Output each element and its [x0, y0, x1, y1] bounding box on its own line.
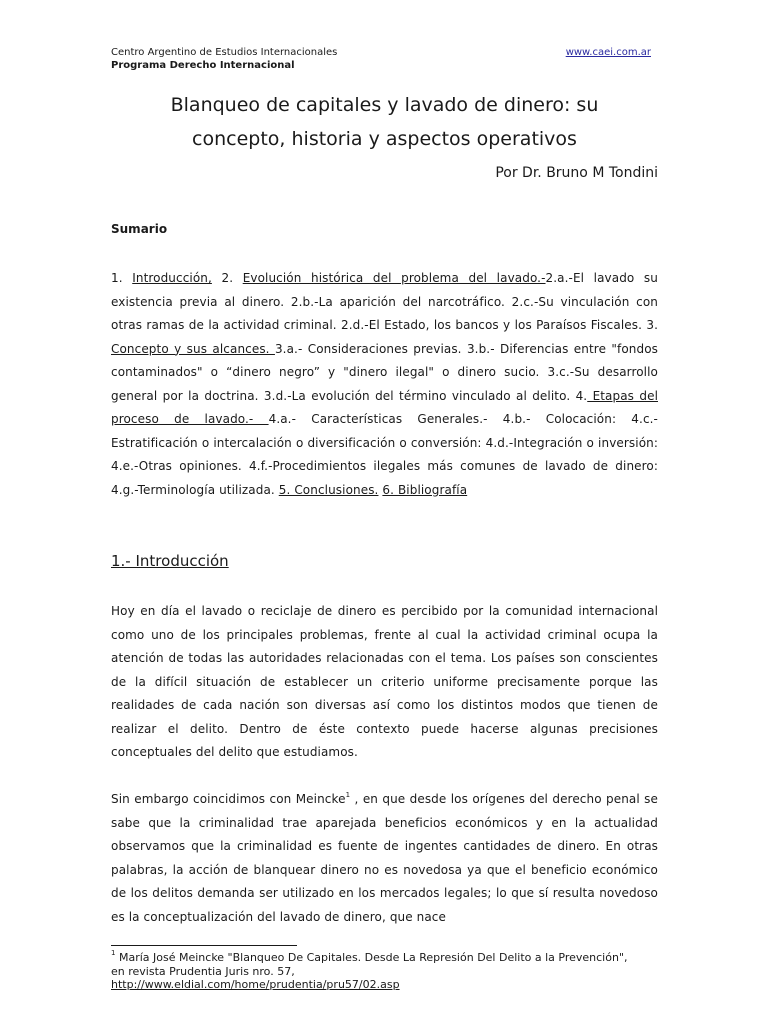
section-heading-introduccion: 1.- Introducción	[111, 552, 229, 570]
toc-link-etapas[interactable]: Etapas del proceso de lavado.-	[111, 388, 658, 426]
author-byline: Por Dr. Bruno M Tondini	[495, 165, 658, 181]
header-organization: Centro Argentino de Estudios Internacionales	[111, 47, 338, 58]
sumario-text: 3.a.- Consideraciones previas. 3.b.- Diferencias entre "fondos contaminados" o “dinero negro” y "dinero ilegal" o dinero sucio. 3.c.-Su desarrollo general por la doctrina. 3.d.-La evolución del término vinculado al delito. 4.	[111, 341, 658, 403]
toc-link-bibliografia[interactable]: 6. Bibliografía	[382, 482, 468, 497]
sumario-heading: Sumario	[111, 222, 168, 236]
toc-link-conclusiones[interactable]: 5. Conclusiones.	[278, 482, 379, 497]
header-website-link[interactable]: www.caei.com.ar	[565, 47, 651, 58]
title-line-2: concepto, historia y aspectos operativos	[192, 128, 577, 150]
sumario-text: 2.	[211, 271, 243, 285]
toc-link-concepto[interactable]: Concepto y sus alcances.	[111, 341, 275, 356]
footnote-url-link[interactable]: http://www.eldial.com/home/prudentia/pru57/02.asp	[111, 978, 400, 991]
sumario-text: 1.	[111, 271, 133, 285]
sumario-text: 2.a.-El lavado su existencia previa al dinero. 2.b.-La aparición del narcotráfico. 2.c.-Su vinculación con otras ramas de la actividad criminal. 2.d.-El Estado, los bancos y los Paraísos Fiscales. 3.	[111, 271, 658, 332]
title-line-1: Blanqueo de capitales y lavado de dinero: su	[170, 94, 599, 116]
toc-link-evolucion[interactable]: Evolución histórica del problema del lavado.-	[242, 271, 546, 285]
intro-paragraph-1: Hoy en día el lavado o reciclaje de dinero es percibido por la comunidad internacional como uno de los principales problemas, frente al cual la actividad criminal ocupa la atención de todas las autoridades relacionadas con el tema. Los países son conscientes de la difícil situación de establecer un criterio uniforme precisamente porque las realidades de cada nación son diversas así como los distintos modos que tienen de realizar el delito. Dentro de éste contexto puede hacerse algunas precisiones conceptuales del delito que estudiamos.	[111, 604, 658, 759]
sumario-paragraph	[111, 267, 658, 502]
document-title	[111, 88, 658, 156]
paragraph-text: Sin embargo coincidimos con Meincke	[111, 792, 346, 806]
footnote-text: María José Meincke "Blanqueo De Capitales. Desde La Represión Del Delito a la Prevención", en revista Prudentia Juris nro. 57,	[111, 951, 628, 978]
intro-paragraph-2	[111, 788, 658, 929]
footnote	[111, 951, 631, 992]
header-program: Programa Derecho Internacional	[111, 60, 295, 71]
page-header	[111, 46, 651, 72]
toc-link-introduccion[interactable]: Introducción,	[132, 271, 212, 285]
sumario-text: 4.a.- Características Generales.- 4.b.- Colocación: 4.c.- Estratificación o intercalación o diversificación o conversión: 4.d.-Integración o inversión: 4.e.-Otras opiniones. 4.f.-Procedimientos ilegales más comunes de lavado de dinero: 4.g.-Terminología utilizada.	[111, 412, 658, 497]
paragraph-text: , en que desde los orígenes del derecho penal se sabe que la criminalidad trae aparejada beneficios económicos y en la actualidad observamos que la criminalidad es fuente de ingentes cantidades de dinero. En otras palabras, la acción de blanquear dinero no es novedosa ya que el beneficio económico de los delitos demanda ser utilizado en los mercados legales; lo que sí resulta novedoso es la conceptualización del lavado de dinero, que nace	[111, 792, 658, 924]
footnote-reference[interactable]: 1	[345, 791, 351, 799]
footnote-marker: 1	[111, 949, 116, 957]
footnote-divider	[111, 945, 297, 946]
